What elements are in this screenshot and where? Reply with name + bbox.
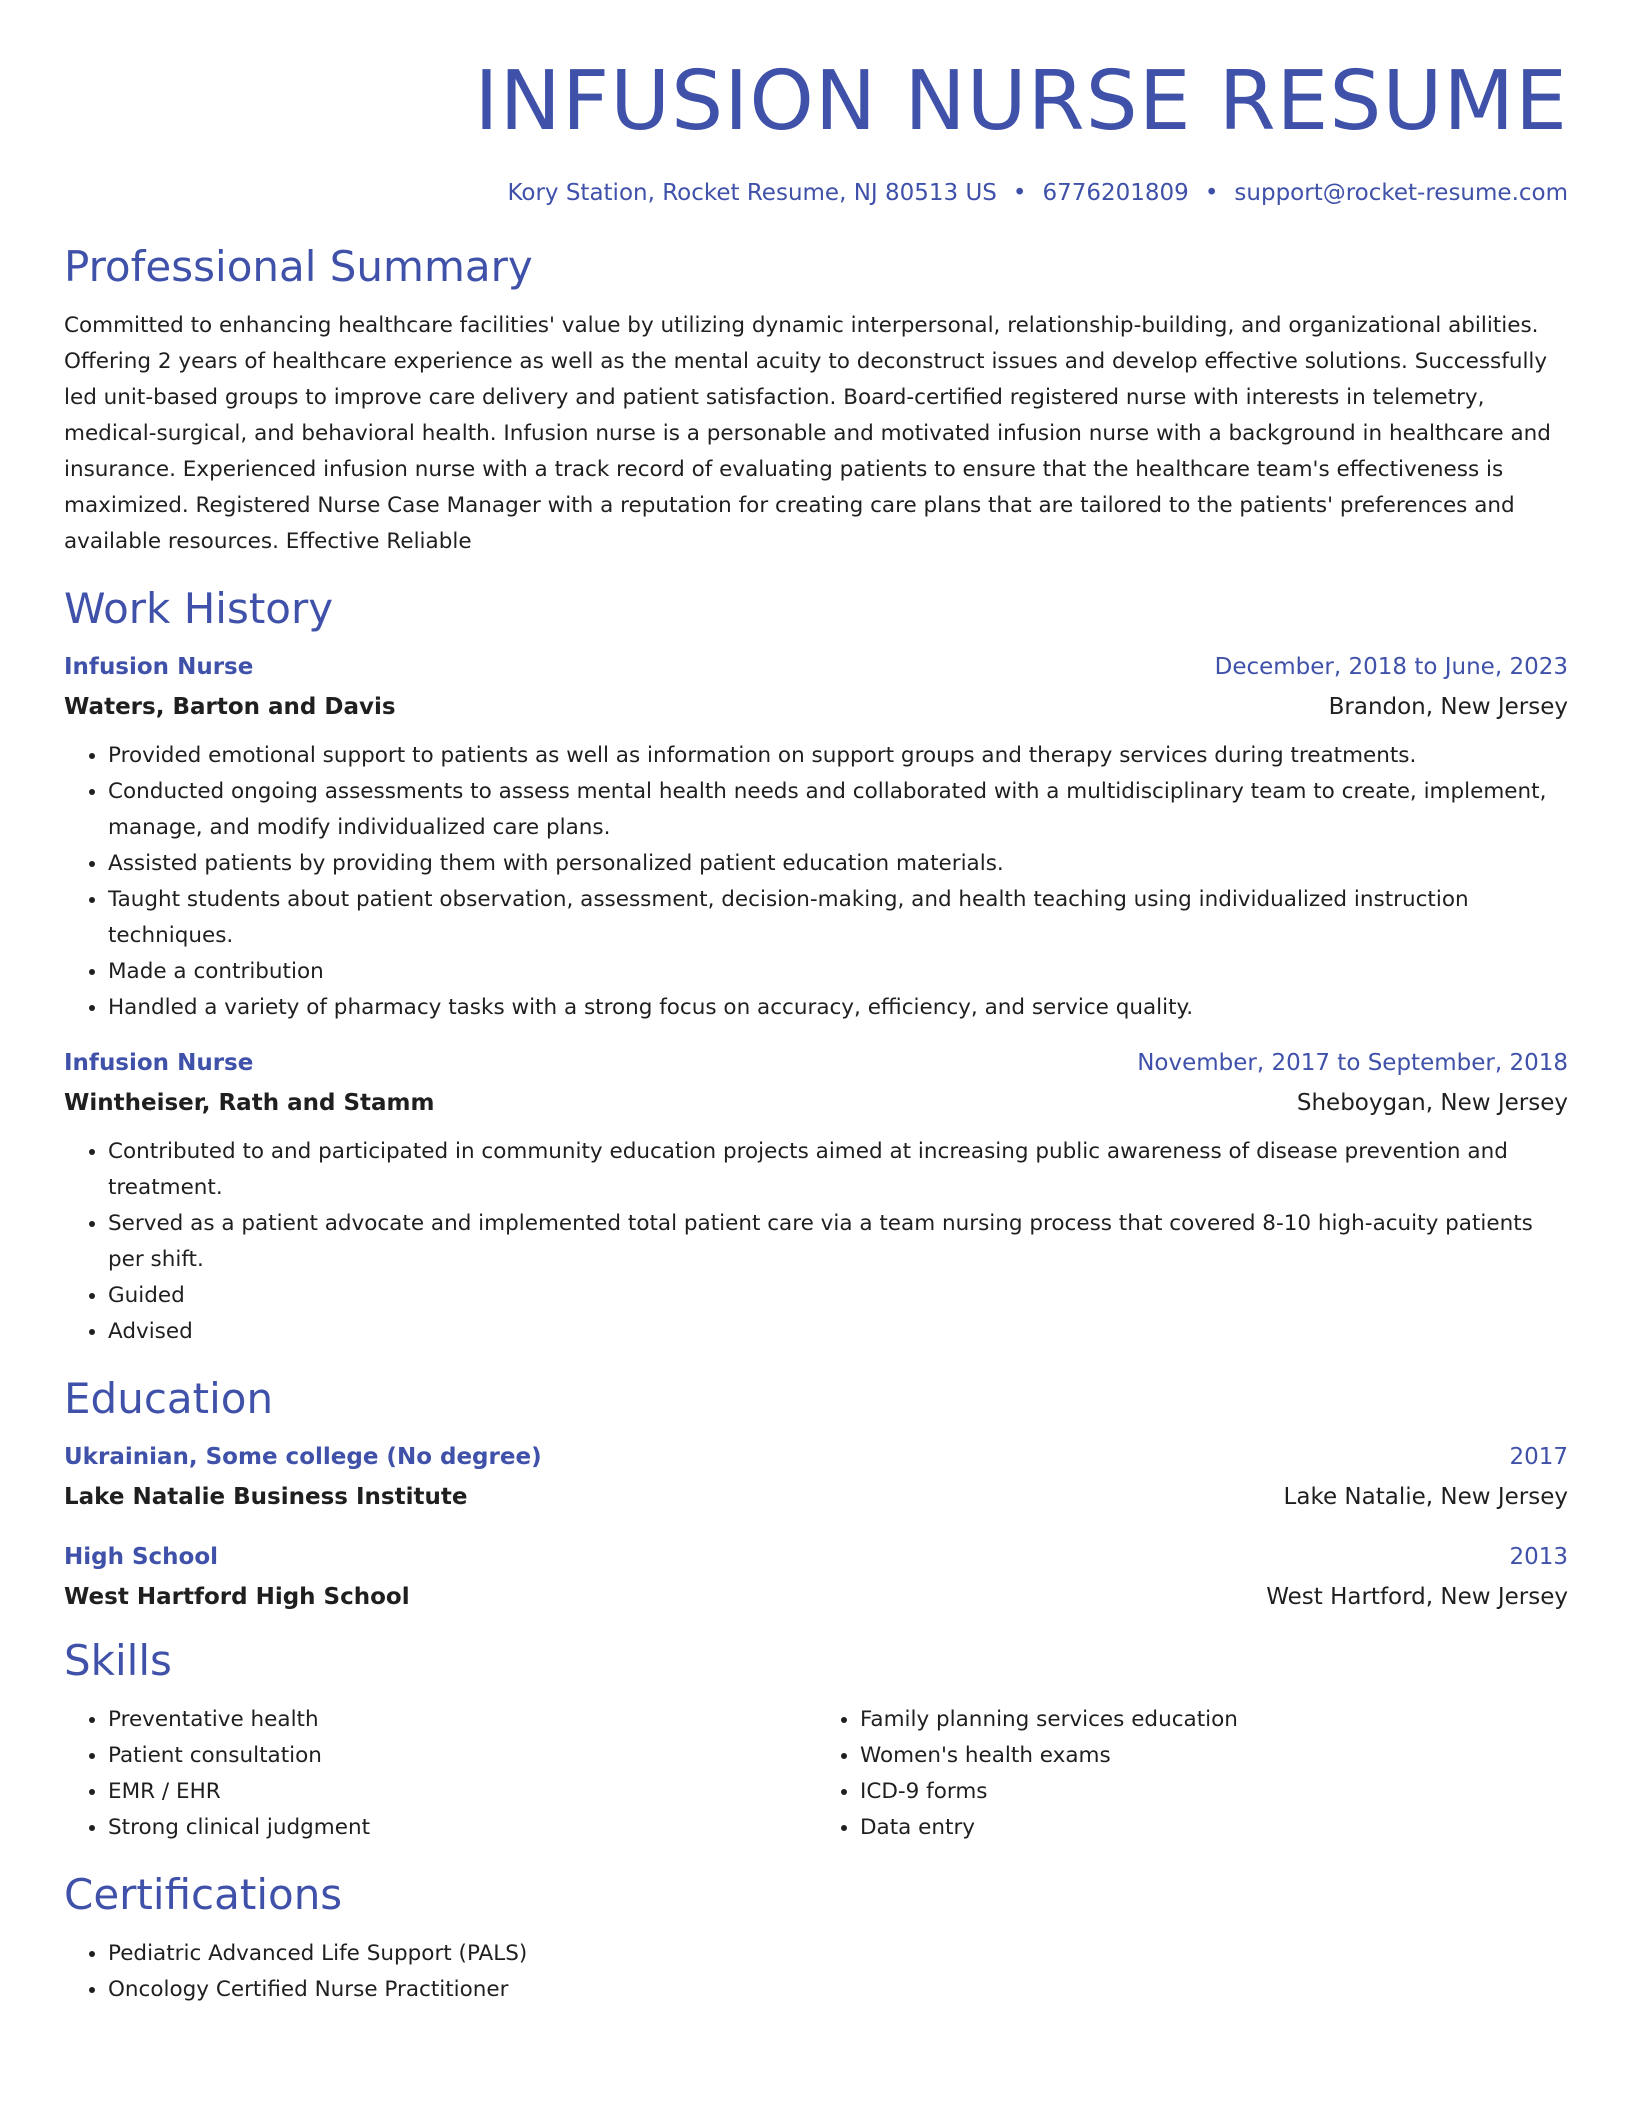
job-bullets: [64, 1134, 1568, 1350]
section-heading-work-history: Work History: [64, 584, 334, 633]
list-item: • Women's health exams: [860, 1738, 1568, 1774]
list-item: • ICD-9 forms: [860, 1774, 1568, 1810]
section-heading-education: Education: [64, 1374, 274, 1423]
list-item: • Advised: [108, 1314, 1568, 1350]
contact-line: [64, 178, 1568, 208]
job-entry: [64, 1048, 1568, 1350]
job-bullets: [64, 738, 1568, 1026]
list-item: • Assisted patients by providing them with personalized patient education materials.: [108, 846, 1568, 882]
contact-separator: •: [1204, 180, 1219, 206]
list-item: • Data entry: [860, 1810, 1568, 1846]
education-year: 2013: [1509, 1544, 1568, 1570]
section-heading-summary: Professional Summary: [64, 242, 533, 291]
education-year: 2017: [1509, 1444, 1568, 1470]
education-degree: High School: [64, 1544, 219, 1570]
list-item: • Preventative health: [108, 1702, 816, 1738]
list-item: • Patient consultation: [108, 1738, 816, 1774]
list-item: • Taught students about patient observation, assessment, decision-making, and health teaching using individualized instruction techniques.: [108, 882, 1568, 954]
list-item: • Family planning services education: [860, 1702, 1568, 1738]
skills-section: [64, 1634, 1568, 1846]
skills-list-right: [816, 1702, 1568, 1846]
list-item: • EMR / EHR: [108, 1774, 816, 1810]
education-section: [64, 1372, 1568, 1612]
skills-list-left: [64, 1702, 816, 1846]
contact-email: support@rocket-resume.com: [1234, 180, 1568, 206]
list-item: • Oncology Certified Nurse Practitioner: [108, 1972, 1568, 2008]
list-item: • Served as a patient advocate and implemented total patient care via a team nursing process that covered 8-10 high-acuity patients per shift.: [108, 1206, 1568, 1278]
job-title: Infusion Nurse: [64, 1050, 254, 1076]
education-entry: [64, 1542, 1568, 1612]
job-entry: [64, 652, 1568, 1026]
education-entry: [64, 1442, 1568, 1512]
certifications-list: [64, 1936, 1568, 2008]
resume-title: INFUSION NURSE RESUME: [474, 54, 1568, 149]
resume-header: [64, 52, 1568, 208]
section-heading-skills: Skills: [64, 1636, 172, 1685]
summary-text: Committed to enhancing healthcare facilities' value by utilizing dynamic interpersonal, relationship-building, and organizational abilities. Offering 2 years of healthcare experience as well as the mental acuity to deconstruct issues and develop effective solutions. Successfully led unit-based groups to improve care delivery and patient satisfaction. Board-certified registered nurse with interests in telemetry, medical-surgical, and behavioral health. Infusion nurse is a personable and motivated infusion nurse with a background in healthcare and insurance. Experienced infusion nurse with a track record of evaluating patients to ensure that the healthcare team's effectiveness is maximized. Registered Nurse Case Manager with a reputation for creating care plans that are tailored to the patients' preferences and available resources. Effective Reliable: [64, 313, 1551, 554]
education-location: West Hartford, New Jersey: [1266, 1584, 1568, 1610]
summary-section: [64, 240, 1568, 560]
list-item: • Provided emotional support to patients as well as information on support groups and therapy services during treatments.: [108, 738, 1568, 774]
list-item: • Made a contribution: [108, 954, 1568, 990]
certifications-section: [64, 1868, 1568, 2008]
list-item: • Strong clinical judgment: [108, 1810, 816, 1846]
education-degree: Ukrainian, Some college (No degree): [64, 1444, 542, 1470]
job-location: Brandon, New Jersey: [1328, 694, 1568, 720]
job-company: Waters, Barton and Davis: [64, 694, 396, 720]
job-title: Infusion Nurse: [64, 654, 254, 680]
list-item: • Guided: [108, 1278, 1568, 1314]
list-item: • Contributed to and participated in community education projects aimed at increasing public awareness of disease prevention and treatment.: [108, 1134, 1568, 1206]
job-company: Wintheiser, Rath and Stamm: [64, 1090, 435, 1116]
contact-address: Kory Station, Rocket Resume, NJ 80513 US: [507, 180, 997, 206]
job-dates: December, 2018 to June, 2023: [1214, 654, 1568, 680]
section-heading-certifications: Certifications: [64, 1870, 343, 1919]
education-location: Lake Natalie, New Jersey: [1283, 1484, 1568, 1510]
education-school: West Hartford High School: [64, 1584, 410, 1610]
job-location: Sheboygan, New Jersey: [1296, 1090, 1568, 1116]
list-item: • Pediatric Advanced Life Support (PALS): [108, 1936, 1568, 1972]
list-item: • Conducted ongoing assessments to assess mental health needs and collaborated with a multidisciplinary team to create, implement, manage, and modify individualized care plans.: [108, 774, 1568, 846]
list-item: • Handled a variety of pharmacy tasks with a strong focus on accuracy, efficiency, and service quality.: [108, 990, 1568, 1026]
contact-phone: 6776201809: [1042, 180, 1189, 206]
job-dates: November, 2017 to September, 2018: [1137, 1050, 1568, 1076]
skills-grid: [64, 1702, 1568, 1846]
work-history-section: [64, 582, 1568, 1350]
education-school: Lake Natalie Business Institute: [64, 1484, 468, 1510]
contact-separator: •: [1012, 180, 1027, 206]
